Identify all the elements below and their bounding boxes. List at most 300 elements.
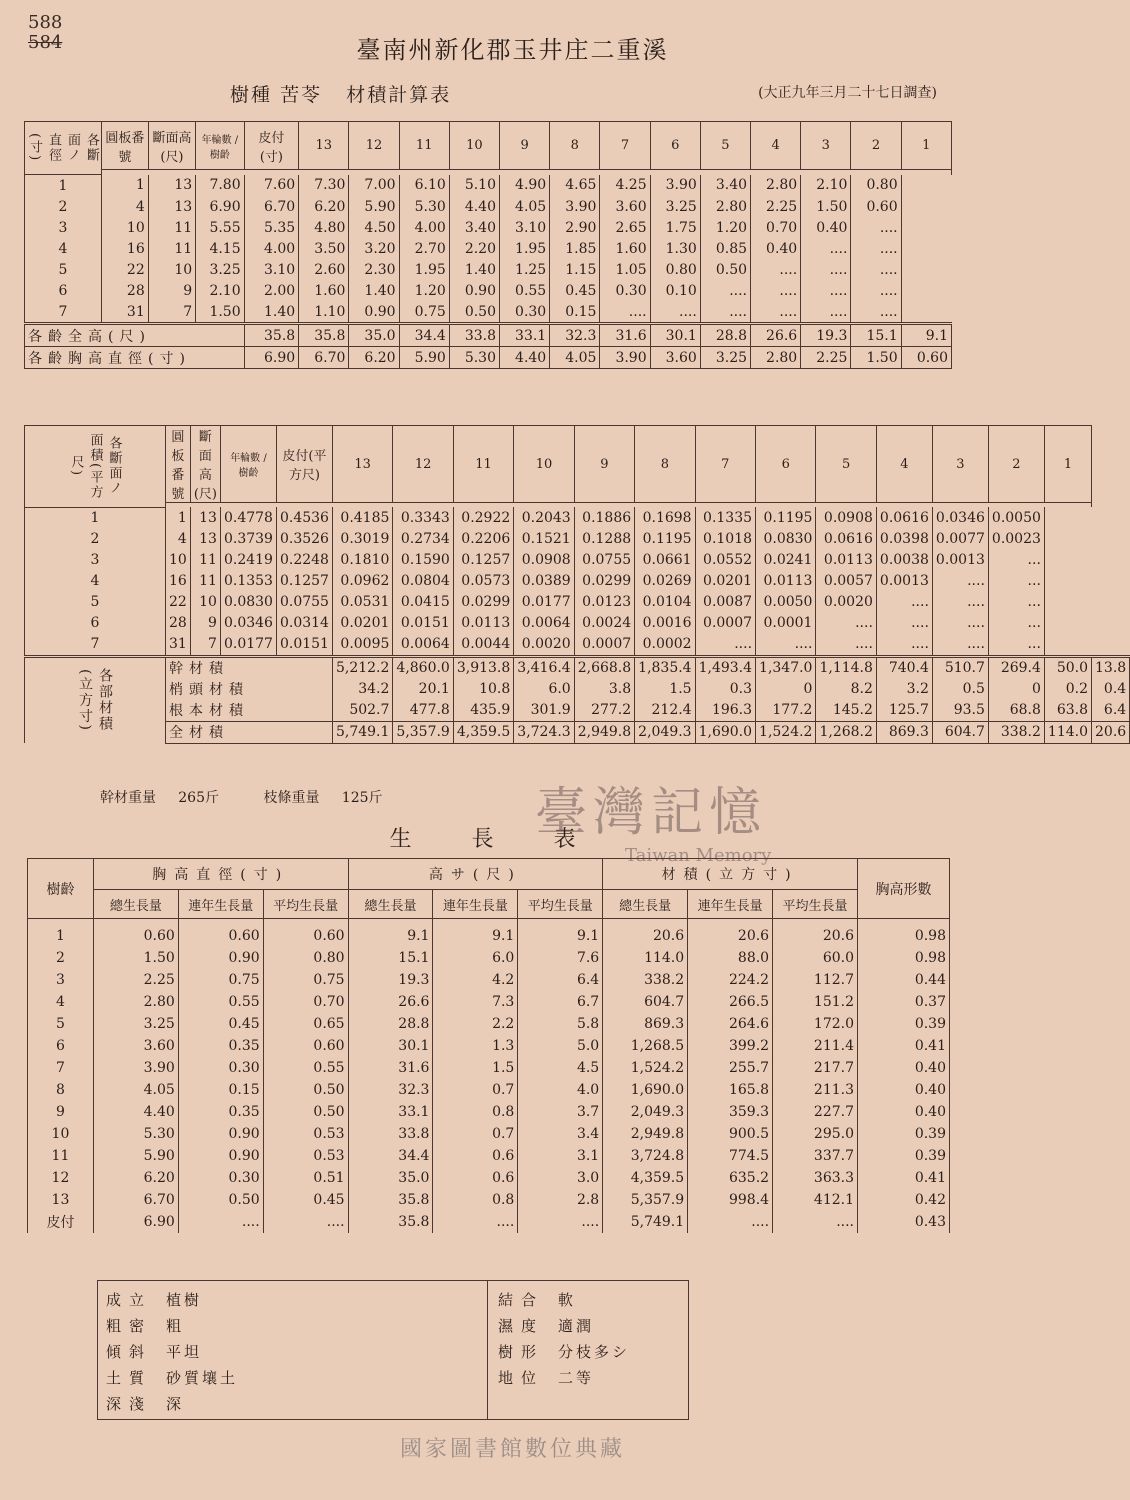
- table-cell: 11: [148, 238, 195, 259]
- volume-cell: 50.0: [1044, 656, 1091, 679]
- table-cell: ...: [988, 592, 1044, 613]
- diameter-table: [24, 121, 952, 369]
- growth-cell: 6.70: [93, 1189, 178, 1211]
- growth-cell: 5: [28, 1013, 94, 1035]
- growth-cell: 3.60: [93, 1035, 178, 1057]
- total-volume-cell: 5,749.1: [332, 721, 392, 743]
- age-col-header: 8: [550, 122, 600, 170]
- growth-row: [28, 1189, 950, 1211]
- table-cell: 2.20: [449, 238, 499, 259]
- site-properties: [97, 1280, 689, 1420]
- table-cell: 0.0177: [514, 592, 574, 613]
- growth-cell: 359.3: [688, 1101, 773, 1123]
- total-volume-cell: 1,268.2: [816, 721, 876, 743]
- volume-cell: 34.2: [332, 679, 392, 700]
- growth-cell: 264.6: [688, 1013, 773, 1035]
- growth-cell: 30.1: [348, 1035, 433, 1057]
- table-cell: 2.30: [349, 259, 399, 280]
- volume-cell: 435.9: [453, 700, 513, 722]
- volume-cell: 1,114.8: [816, 656, 876, 679]
- table-cell: 0.1590: [393, 550, 453, 571]
- total-volume-cell: 1,690.0: [695, 721, 755, 743]
- table-cell: 0.1886: [574, 507, 634, 529]
- table-cell: 0.0201: [695, 571, 755, 592]
- growth-cell: 9.1: [518, 919, 603, 948]
- table-cell: 0.3343: [393, 507, 453, 529]
- table-cell: 3: [25, 550, 166, 571]
- volume-cell: 177.2: [756, 700, 816, 722]
- summary-cell: 33.8: [449, 324, 499, 347]
- growth-cell: 7.6: [518, 947, 603, 969]
- summary-cell: 4.40: [500, 347, 550, 369]
- table-cell: 0.0755: [276, 592, 332, 613]
- growth-cell: 0.53: [263, 1123, 348, 1145]
- growth-cell: 31.6: [348, 1057, 433, 1079]
- table-cell: ...: [988, 571, 1044, 592]
- table-row: [25, 217, 952, 238]
- table-cell: 0.0531: [332, 592, 392, 613]
- form-factor-header: 胸高形數: [858, 859, 950, 919]
- table-cell: 1.30: [650, 238, 700, 259]
- table-cell: 3.10: [244, 259, 299, 280]
- growth-cell: 7: [28, 1057, 94, 1079]
- growth-table-title: 生長表: [389, 827, 636, 852]
- volume-cell: 212.4: [635, 700, 695, 722]
- height-group-header: 高サ(尺): [348, 859, 603, 890]
- growth-cell: 266.5: [688, 991, 773, 1013]
- table-row: [25, 196, 952, 217]
- table-cell: 0.0104: [635, 592, 695, 613]
- growth-cell: 211.3: [773, 1079, 858, 1101]
- growth-cell: 0.30: [178, 1167, 263, 1189]
- table-cell: 0.0346: [220, 613, 276, 634]
- weights-note: 幹材重量 265斤 枝條重量 125斤: [100, 790, 383, 806]
- growth-cell: 0.60: [178, 919, 263, 948]
- growth-cell: 338.2: [603, 969, 688, 991]
- growth-cell: 28.8: [348, 1013, 433, 1035]
- age-col-header: 11: [399, 122, 449, 170]
- volume-cell: 510.7: [932, 656, 988, 679]
- bark-area-header: 皮付(平方尺): [276, 426, 332, 503]
- growth-cell: 12: [28, 1167, 94, 1189]
- table-cell: 0.90: [449, 280, 499, 301]
- table-cell: 0.50: [449, 301, 499, 324]
- growth-cell: 5.8: [518, 1013, 603, 1035]
- age-col-header: 6: [650, 122, 700, 170]
- table-cell: 0.45: [550, 280, 600, 301]
- volume-label: 幹材積: [166, 656, 333, 679]
- summary-cell: 30.1: [650, 324, 700, 347]
- table-cell: 0.3526: [276, 529, 332, 550]
- age-col-header: 8: [635, 426, 695, 503]
- growth-cell: 0.30: [178, 1057, 263, 1079]
- table-cell: 3.40: [449, 217, 499, 238]
- table-cell: 13: [190, 507, 220, 529]
- age-col-header: 13: [299, 122, 349, 170]
- table-cell: 1.60: [600, 238, 650, 259]
- growth-cell: 0.55: [178, 991, 263, 1013]
- growth-cell: 337.7: [773, 1145, 858, 1167]
- table-row: [25, 550, 1130, 571]
- table-cell: 3.25: [650, 196, 700, 217]
- growth-cell: 1.5: [433, 1057, 518, 1079]
- table-cell: 0.0177: [220, 634, 276, 657]
- section-height-header: 斷面高(尺): [190, 426, 220, 503]
- growth-sub-header: 總生長量: [348, 890, 433, 919]
- table-cell: 0.2734: [393, 529, 453, 550]
- table-cell: 0.0095: [332, 634, 392, 657]
- summary-cell: 6.90: [244, 347, 299, 369]
- table-cell: 10: [102, 217, 149, 238]
- table-cell: 0.0314: [276, 613, 332, 634]
- property-key: 結合: [498, 1291, 545, 1309]
- volume-cell: 0: [988, 679, 1044, 700]
- summary-cell: 2.80: [751, 347, 801, 369]
- table-cell: 4.00: [244, 238, 299, 259]
- growth-cell: 0.60: [93, 919, 178, 948]
- age-col-header: 12: [393, 426, 453, 503]
- growth-cell: 0.70: [263, 991, 348, 1013]
- growth-sub-header: 平均生長量: [518, 890, 603, 919]
- table-row: [25, 592, 1130, 613]
- total-volume-cell: 2,949.8: [574, 721, 634, 743]
- table-cell: 4.80: [299, 217, 349, 238]
- age-col-header: 2: [851, 122, 901, 170]
- growth-cell: 0.8: [433, 1189, 518, 1211]
- summary-cell: 35.0: [349, 324, 399, 347]
- table-cell: 0.0077: [932, 529, 988, 550]
- growth-cell: 151.2: [773, 991, 858, 1013]
- table-cell: 0.1195: [635, 529, 695, 550]
- table-cell: 5.10: [449, 175, 499, 197]
- table-cell: 6: [25, 613, 166, 634]
- growth-cell: 60.0: [773, 947, 858, 969]
- table-cell: 1.75: [650, 217, 700, 238]
- summary-cell: 5.90: [399, 347, 449, 369]
- volume-cell: 0.2: [1044, 679, 1091, 700]
- table-cell: 6.20: [299, 196, 349, 217]
- growth-cell: 412.1: [773, 1189, 858, 1211]
- table-cell: 0.2419: [220, 550, 276, 571]
- table-cell: 0.4185: [332, 507, 392, 529]
- property-row: [106, 1339, 487, 1365]
- growth-cell: 20.6: [773, 919, 858, 948]
- table-cell: 11: [190, 550, 220, 571]
- growth-row: [28, 1035, 950, 1057]
- table-cell: 2: [25, 196, 102, 217]
- volume-cell: 13.8: [1092, 656, 1130, 679]
- diameter-side-label: 各斷面ノ直徑(寸): [25, 122, 102, 175]
- growth-cell: 3.0: [518, 1167, 603, 1189]
- growth-cell: 6.4: [518, 969, 603, 991]
- property-value: 植樹: [166, 1291, 203, 1309]
- page-number: 588 584: [28, 12, 63, 53]
- table-cell: 1.60: [299, 280, 349, 301]
- table-cell: 0.80: [650, 259, 700, 280]
- table-cell: 0.0661: [635, 550, 695, 571]
- total-volume-row: [25, 721, 1130, 743]
- volume-row: [25, 656, 1130, 679]
- property-value: 粗: [166, 1317, 185, 1335]
- table-cell: 5.35: [244, 217, 299, 238]
- volume-cell: 0: [756, 679, 816, 700]
- area-table: [24, 425, 1130, 744]
- growth-row: [28, 919, 950, 948]
- table-cell: 22: [166, 592, 191, 613]
- growth-row: [28, 1057, 950, 1079]
- growth-cell: 2.80: [93, 991, 178, 1013]
- property-row: [106, 1287, 487, 1313]
- table-cell: ....: [801, 238, 851, 259]
- table-cell: 10: [148, 259, 195, 280]
- volume-row: [25, 679, 1130, 700]
- summary-cell: 6.70: [299, 347, 349, 369]
- volume-row: [25, 700, 1130, 722]
- growth-sub-header: 總生長量: [603, 890, 688, 919]
- growth-cell: 0.37: [858, 991, 950, 1013]
- volume-cell: 1.5: [635, 679, 695, 700]
- growth-cell: 4.05: [93, 1079, 178, 1101]
- table-cell: ....: [801, 280, 851, 301]
- growth-cell: 0.50: [263, 1101, 348, 1123]
- table-cell: 0.0113: [453, 613, 513, 634]
- table-cell: 2.70: [399, 238, 449, 259]
- volume-side-label: 各部材積(立方寸): [25, 656, 166, 743]
- table-cell: ....: [650, 301, 700, 324]
- growth-cell: 4.40: [93, 1101, 178, 1123]
- age-col-header: 5: [816, 426, 876, 503]
- table-cell: 0.40: [751, 238, 801, 259]
- property-value: 二等: [558, 1369, 595, 1387]
- table-row: [25, 634, 1130, 657]
- age-col-header: 10: [514, 426, 574, 503]
- property-key: 深淺: [106, 1395, 153, 1413]
- growth-sub-header: 總生長量: [93, 890, 178, 919]
- growth-cell: 0.90: [178, 1145, 263, 1167]
- property-row: [106, 1391, 487, 1417]
- table-cell: 4.00: [399, 217, 449, 238]
- growth-cell: 1.50: [93, 947, 178, 969]
- table-cell: 0.0013: [932, 550, 988, 571]
- property-key: 土質: [106, 1369, 153, 1387]
- volume-cell: 63.8: [1044, 700, 1091, 722]
- growth-cell: 19.3: [348, 969, 433, 991]
- volume-cell: 1,347.0: [756, 656, 816, 679]
- table-cell: 3.90: [650, 175, 700, 197]
- total-volume-cell: 5,357.9: [393, 721, 453, 743]
- growth-cell: 998.4: [688, 1189, 773, 1211]
- age-col-header: 1: [1044, 426, 1091, 503]
- growth-cell: 3.25: [93, 1013, 178, 1035]
- table-cell: 0.30: [600, 280, 650, 301]
- table-row: [25, 238, 952, 259]
- table-cell: 0.0908: [816, 507, 876, 529]
- volume-cell: 277.2: [574, 700, 634, 722]
- table-cell: 0.0804: [393, 571, 453, 592]
- volume-cell: 740.4: [876, 656, 932, 679]
- table-cell: 6.90: [196, 196, 244, 217]
- table-cell: 2.00: [244, 280, 299, 301]
- table-cell: 5: [25, 592, 166, 613]
- growth-cell: ....: [178, 1211, 263, 1233]
- growth-cell: 6.0: [433, 947, 518, 969]
- growth-cell: 1,524.2: [603, 1057, 688, 1079]
- table-cell: 0.0616: [876, 507, 932, 529]
- table-cell: 31: [166, 634, 191, 657]
- table-cell: 0.1018: [695, 529, 755, 550]
- property-row: [498, 1287, 688, 1313]
- table-cell: ....: [751, 280, 801, 301]
- table-cell: 0.0001: [756, 613, 816, 634]
- table-cell: 0.90: [349, 301, 399, 324]
- table-cell: 0.0573: [453, 571, 513, 592]
- volume-cell: 1,493.4: [695, 656, 755, 679]
- total-volume-cell: 4,359.5: [453, 721, 513, 743]
- summary-cell: 5.30: [449, 347, 499, 369]
- growth-cell: 32.3: [348, 1079, 433, 1101]
- table-row: [25, 259, 952, 280]
- table-cell: 0.0908: [514, 550, 574, 571]
- table-cell: 3.50: [299, 238, 349, 259]
- growth-cell: 0.39: [858, 1145, 950, 1167]
- table-cell: 0.1521: [514, 529, 574, 550]
- summary-cell: 2.25: [801, 347, 851, 369]
- property-row: [106, 1365, 487, 1391]
- summary-label: 各齡全高(尺): [25, 324, 245, 347]
- table-cell: 2.65: [600, 217, 650, 238]
- growth-cell: 35.8: [348, 1189, 433, 1211]
- summary-cell: 9.1: [901, 324, 951, 347]
- table-cell: 7.00: [349, 175, 399, 197]
- table-cell: 0.4536: [276, 507, 332, 529]
- table-cell: 0.55: [500, 280, 550, 301]
- table-cell: 4: [25, 571, 166, 592]
- summary-cell: 0.60: [901, 347, 951, 369]
- volume-cell: 502.7: [332, 700, 392, 722]
- table-row: [25, 529, 1130, 550]
- age-col-header: 4: [876, 426, 932, 503]
- growth-cell: 1.3: [433, 1035, 518, 1057]
- table-cell: ....: [700, 280, 750, 301]
- growth-cell: 7.3: [433, 991, 518, 1013]
- age-diagonal-header: 年輪數 / 樹齡: [220, 426, 276, 503]
- age-col-header: 6: [756, 426, 816, 503]
- table-cell: 2: [25, 529, 166, 550]
- table-cell: 1.85: [550, 238, 600, 259]
- table-cell: ....: [876, 634, 932, 657]
- growth-cell: 11: [28, 1145, 94, 1167]
- age-col-header: 9: [574, 426, 634, 503]
- growth-cell: 0.6: [433, 1145, 518, 1167]
- summary-cell: 3.60: [650, 347, 700, 369]
- board-no-header: 圓板番號: [102, 122, 149, 170]
- summary-label: 各齡胸高直徑(寸): [25, 347, 245, 369]
- growth-cell: 4.5: [518, 1057, 603, 1079]
- volume-cell: 3,416.4: [514, 656, 574, 679]
- table-cell: 3.40: [700, 175, 750, 197]
- growth-cell: 0.45: [263, 1189, 348, 1211]
- age-col-header: 10: [449, 122, 499, 170]
- property-key: 地位: [498, 1369, 545, 1387]
- volume-cell: 0.4: [1092, 679, 1130, 700]
- table-cell: 0.0415: [393, 592, 453, 613]
- table-cell: 3.25: [196, 259, 244, 280]
- table-cell: 0.1195: [756, 507, 816, 529]
- table-cell: 1.50: [801, 196, 851, 217]
- property-row: [498, 1313, 688, 1339]
- table-cell: 1.95: [399, 259, 449, 280]
- growth-cell: 13: [28, 1189, 94, 1211]
- table-cell: 4.65: [550, 175, 600, 197]
- growth-cell: 6.90: [93, 1211, 178, 1233]
- growth-cell: 88.0: [688, 947, 773, 969]
- property-value: 深: [166, 1395, 185, 1413]
- growth-cell: 0.40: [858, 1101, 950, 1123]
- table-cell: 1.50: [196, 301, 244, 324]
- growth-cell: 0.90: [178, 1123, 263, 1145]
- growth-cell: 3.1: [518, 1145, 603, 1167]
- table-cell: 0.80: [851, 175, 901, 197]
- table-cell: 0.0299: [574, 571, 634, 592]
- growth-cell: 1,268.5: [603, 1035, 688, 1057]
- volume-cell: 93.5: [932, 700, 988, 722]
- table-cell: 0.60: [851, 196, 901, 217]
- volume-cell: 6.0: [514, 679, 574, 700]
- total-volume-cell: 338.2: [988, 721, 1044, 743]
- table-subtitle: 樹種 苦苓 材積計算表: [230, 84, 452, 106]
- table-cell: 0.0241: [756, 550, 816, 571]
- growth-cell: 0.15: [178, 1079, 263, 1101]
- property-value: 適潤: [558, 1317, 595, 1335]
- table-cell: 4.15: [196, 238, 244, 259]
- growth-cell: 399.2: [688, 1035, 773, 1057]
- table-row: [25, 280, 952, 301]
- summary-cell: 3.90: [600, 347, 650, 369]
- table-cell: 28: [102, 280, 149, 301]
- growth-row: [28, 969, 950, 991]
- table-cell: 0.1335: [695, 507, 755, 529]
- table-cell: 22: [102, 259, 149, 280]
- table-cell: 0.1810: [332, 550, 392, 571]
- growth-cell: ....: [688, 1211, 773, 1233]
- table-cell: ....: [600, 301, 650, 324]
- growth-cell: 227.7: [773, 1101, 858, 1123]
- table-cell: 0.0050: [756, 592, 816, 613]
- age-col-header: 13: [332, 426, 392, 503]
- table-cell: 0.30: [500, 301, 550, 324]
- volume-cell: 4,860.0: [393, 656, 453, 679]
- table-cell: 4: [166, 529, 191, 550]
- age-diagonal-header: 年輪數 / 樹齡: [196, 122, 244, 170]
- growth-table: [27, 858, 950, 1233]
- total-volume-cell: 3,724.3: [514, 721, 574, 743]
- table-cell: ....: [932, 613, 988, 634]
- growth-cell: 0.45: [178, 1013, 263, 1035]
- property-row: [498, 1339, 688, 1365]
- volume-label: 梢頭材積: [166, 679, 333, 700]
- growth-cell: 3.4: [518, 1123, 603, 1145]
- table-cell: 4.25: [600, 175, 650, 197]
- total-volume-cell: 604.7: [932, 721, 988, 743]
- table-cell: 6.70: [244, 196, 299, 217]
- table-cell: 0.0024: [574, 613, 634, 634]
- table-cell: 0.2206: [453, 529, 513, 550]
- summary-cell: 33.1: [500, 324, 550, 347]
- age-col-header: 7: [600, 122, 650, 170]
- growth-cell: 255.7: [688, 1057, 773, 1079]
- table-cell: 1.05: [600, 259, 650, 280]
- table-cell: 0.40: [801, 217, 851, 238]
